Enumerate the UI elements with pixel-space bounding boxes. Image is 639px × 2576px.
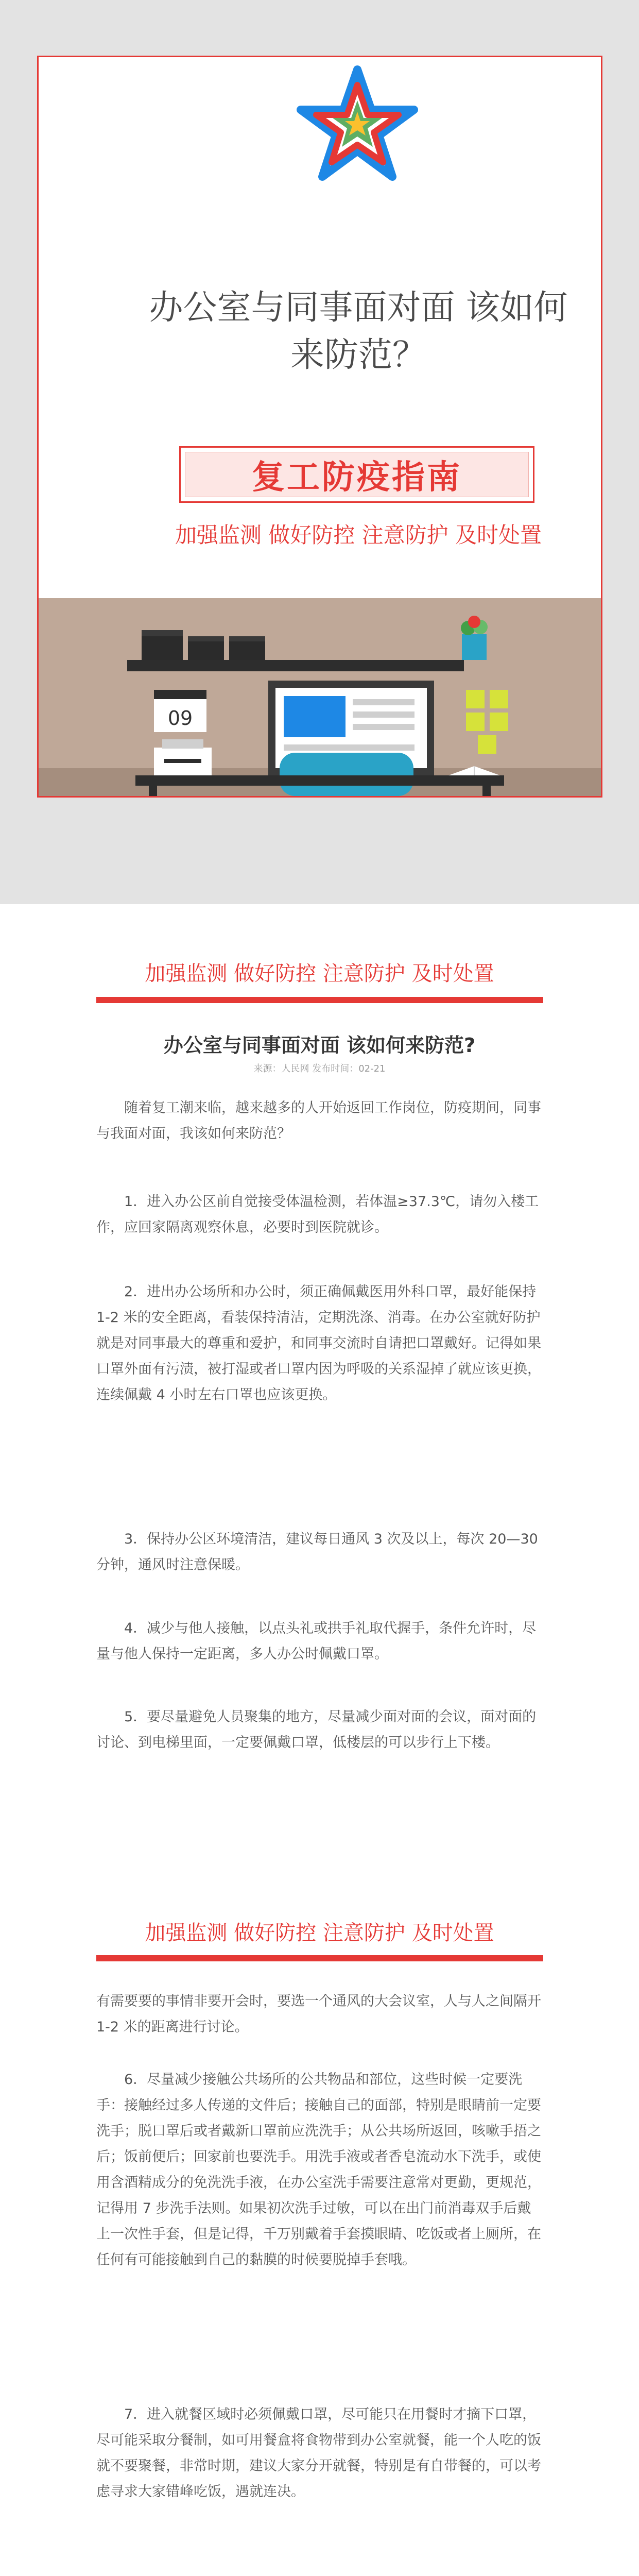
paragraph-2: 2．进出办公场所和办公时，须正确佩戴医用外科口罩，最好能保持 1-2 米的安全距离，看装保持清洁，定期洗涤、消毒。在办公室就好防护就是对同事最大的尊重和爱护，和同事交流时自请把口罩戴好。记得如果口罩外面有污渍，被打湿或者口罩内因为呼吸的关系湿掉了就应该更换，连续佩戴 4 小时左右口罩也应该更换。 — [96, 1284, 541, 1403]
poster-title-line-2: 来防范？ — [290, 335, 426, 375]
section-divider — [96, 997, 543, 1003]
poster-headline — [76, 284, 602, 379]
desk-icon — [135, 775, 504, 786]
poster-slogan: 加强监测 做好防控 注意防护 及时处置 — [175, 522, 542, 548]
calendar-day: 09 — [167, 707, 193, 730]
section-slogan: 加强监测 做好防控 注意防护 及时处置 — [145, 1921, 494, 1945]
paragraph-8 — [96, 2572, 543, 2576]
star-logo-icon — [297, 64, 418, 186]
office-scene-icon — [39, 598, 601, 796]
chair-icon — [280, 753, 413, 796]
sticky-note-icon — [466, 713, 485, 731]
paragraph-intro: 随着复工潮来临，越来越多的人开始返回工作岗位，防疫期间，同事与我面对面，我该如何来防范？ — [96, 1100, 541, 1142]
poster-badge — [179, 446, 534, 503]
article-meta: 来源：人民网 发布时间：02-21 — [253, 1063, 386, 1074]
plant-pot-icon — [462, 634, 487, 660]
article-title: 办公室与同事面对面 该如何来防范? — [163, 1034, 476, 1057]
section-divider — [96, 1955, 543, 1961]
sticky-note-icon — [466, 690, 485, 708]
paragraph-3: 3．保持办公区环境清洁，建议每日通风 3 次及以上，每次 20—30 分钟，通风时注意保暖。 — [96, 1531, 538, 1573]
poster-frame — [37, 56, 602, 798]
office-illustration — [39, 598, 601, 796]
sticky-note-icon — [490, 713, 508, 731]
shelf-icon — [127, 660, 464, 671]
paragraph-6: 6．尽量减少接触公共场所的公共物品和部位，这些时候一定要洗手：接触经过多人传递的文件后；接触自己的面部，特别是眼睛前一定要洗手；脱口罩后或者戴新口罩前应洗洗手；从公共场所返回，咳嗽手捂之后；饭前便后；回家前也要洗手。用洗手液或者香皂流动水下洗手，或使用含酒精成分的免洗洗手液，在办公室洗手需要注意常对更勤，更规范，记得用 7 步洗手法则。如果初次洗手过敏，可以在出门前消毒双手后戴上一次性手套，但是记得，千万别戴着手套摸眼睛、吃饭或者上厕所，在任何有可能接触到自己的黏膜的时候要脱掉手套哦。 — [96, 2072, 541, 2268]
sticky-note-icon — [478, 735, 496, 754]
poster-badge-label: 复工防疫指南 — [185, 452, 529, 497]
paragraph-1: 1．进入办公区前自觉接受体温检测，若体温≥37.3℃，请勿入楼工作，应回家隔离观察休息，必要时到医院就诊。 — [96, 1194, 539, 1235]
paragraph-5: 5．要尽量避免人员聚集的地方，尽量减少面对面的会议，面对面的讨论、到电梯里面，一定要佩戴口罩，低楼层的可以步行上下楼。 — [96, 1709, 537, 1751]
section-slogan: 加强监测 做好防控 注意防护 及时处置 — [145, 962, 494, 986]
poster-title-line-1: 办公室与同事面对面 该如何 — [149, 287, 568, 327]
paragraph-4: 4．减少与他人接触，以点头礼或拱手礼取代握手，条件允许时，尽量与他人保持一定距离，多人办公时佩戴口罩。 — [96, 1620, 537, 1662]
poster-background — [0, 0, 639, 904]
sticky-note-icon — [490, 690, 508, 708]
paragraph-7: 7．进入就餐区域时必须佩戴口罩，尽可能只在用餐时才摘下口罩，尽可能采取分餐制，如可用餐盒将食物带到办公室就餐，能一个人吃的饭就不要聚餐，非常时期，建议大家分开就餐，特别是有自带餐的，可以考虑寻求大家错峰吃饭，遇就连决。 — [96, 2406, 541, 2500]
paragraph-5-continued: 有需要要的事情非要开会时，要选一个通风的大会议室，人与人之间隔开 1-2 米的距离进行讨论。 — [96, 1993, 541, 2035]
